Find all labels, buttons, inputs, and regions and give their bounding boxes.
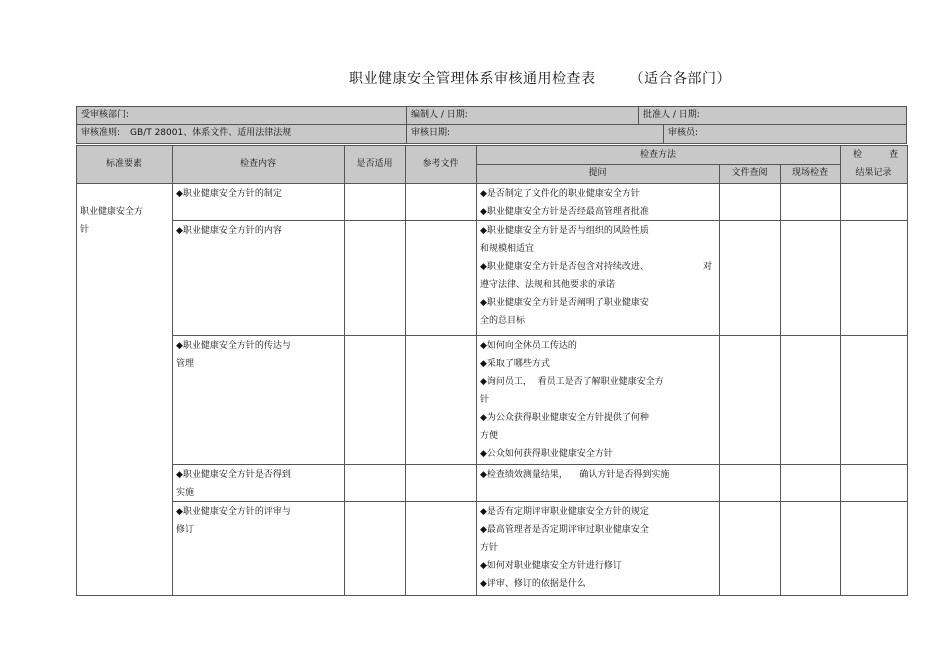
col-result-a: 检 [853, 150, 863, 160]
question-line: ◆职业健康安全方针是否与组织的风险性质 [480, 226, 649, 236]
col-applicable: 是否适用 [356, 159, 393, 169]
check-content-line: ◆职业健康安全方针的内容 [176, 226, 282, 236]
question-line: 全的总目标 [480, 316, 526, 326]
question-line: ◆评审、修订的依据是什么 [480, 579, 586, 589]
question-line: ◆是否制定了文件化的职业健康安全方针 [480, 189, 640, 199]
col-doc-review: 文件查阅 [731, 168, 768, 178]
question-line: ◆如何向全休员工传达的 [480, 341, 577, 351]
page-title [0, 68, 950, 88]
question-line: ◆是否有定期评审职业健康安全方针的规定 [480, 507, 649, 517]
header-audit-date: 审核日期: [406, 124, 664, 144]
col-content: 检查内容 [239, 159, 276, 169]
question-line: ◆采取了哪些方式 [480, 359, 550, 369]
question-line: ◆公众如何获得职业健康安全方针 [480, 449, 613, 459]
title-scope: （适合各部门） [629, 71, 731, 87]
header-approver: 批准人 / 日期: [638, 106, 907, 125]
header-preparer: 编制人 / 日期: [406, 106, 639, 125]
question-line: ◆职业健康安全方针是否经最高管理者批准 [480, 207, 649, 217]
question-list [480, 185, 717, 221]
check-content-line: 管理 [176, 359, 195, 369]
question-extra: 对 [703, 262, 713, 272]
check-content [176, 222, 342, 240]
question-list [480, 503, 717, 593]
question-line: 方便 [480, 431, 499, 441]
grid-vline [840, 164, 841, 595]
question-line: 和规模相适宜 [480, 244, 535, 254]
grid-vline [172, 145, 173, 595]
grid-hline [172, 335, 907, 336]
question-line: 方针 [480, 543, 499, 553]
question-line: 针 [480, 395, 490, 405]
check-content [176, 503, 342, 539]
grid-vline [344, 145, 345, 595]
check-content-line: ◆职业健康安全方针是否得到 [176, 470, 291, 480]
check-content-line: ◆职业健康安全方针的评审与 [176, 507, 291, 517]
element-name: 职业健康安全方 针 [80, 207, 144, 235]
col-method: 检查方法 [639, 150, 676, 160]
question-list [480, 466, 717, 484]
title-main: 职业健康安全管理体系审核通用检查表 [349, 71, 596, 87]
col-result-b: 查 [889, 150, 899, 160]
header-criteria: 审核准则: GB/T 28001、体系文件、适用法律法规 [76, 124, 407, 144]
col-site-check: 现场检查 [791, 168, 828, 178]
check-content-line: ◆职业健康安全方针的传达与 [176, 341, 291, 351]
grid-vline [780, 164, 781, 595]
header-auditor: 审核员: [663, 124, 907, 144]
question-line: 遵守法律、法规和其他要求的承诺 [480, 280, 616, 290]
grid-hline [172, 464, 907, 465]
col-question: 提问 [588, 168, 607, 178]
grid-vline [840, 145, 841, 164]
header-dept: 受审核部门: [76, 106, 407, 125]
grid-vline [907, 145, 908, 596]
check-content-line: ◆职业健康安全方针的制定 [176, 189, 282, 199]
question-line: ◆如何对职业健康安全方针进行修订 [480, 561, 622, 571]
grid-hline [76, 595, 907, 596]
check-content [176, 337, 342, 373]
grid-vline [76, 145, 77, 595]
question-line: ◆为公众获得职业健康安全方针提供了何种 [480, 413, 649, 423]
question-line: ◆检查绩效测量结果， 确认方针是否得到实施 [480, 470, 670, 480]
col-element: 标准要素 [105, 159, 142, 169]
question-list [480, 222, 717, 330]
check-content [176, 466, 342, 502]
check-content-line: 修订 [176, 525, 195, 535]
grid-hline [76, 183, 907, 184]
question-list [480, 337, 717, 463]
check-content [176, 185, 342, 203]
question-line: ◆询问员工， 看员工是否了解职业健康安全方 [480, 377, 664, 387]
question-line: ◆最高管理者是否定期评审过职业健康安全 [480, 525, 649, 535]
col-reference: 参考文件 [422, 159, 459, 169]
question-line: ◆职业健康安全方针是否阐明了职业健康安 [480, 298, 649, 308]
check-content-line: 实施 [176, 488, 195, 498]
question-line: ◆职业健康安全方针是否包含对持续改进、 [480, 262, 649, 272]
col-result-c: 结果记录 [855, 168, 892, 178]
grid-vline [719, 164, 720, 595]
grid-vline [476, 145, 477, 595]
grid-vline [405, 145, 406, 595]
